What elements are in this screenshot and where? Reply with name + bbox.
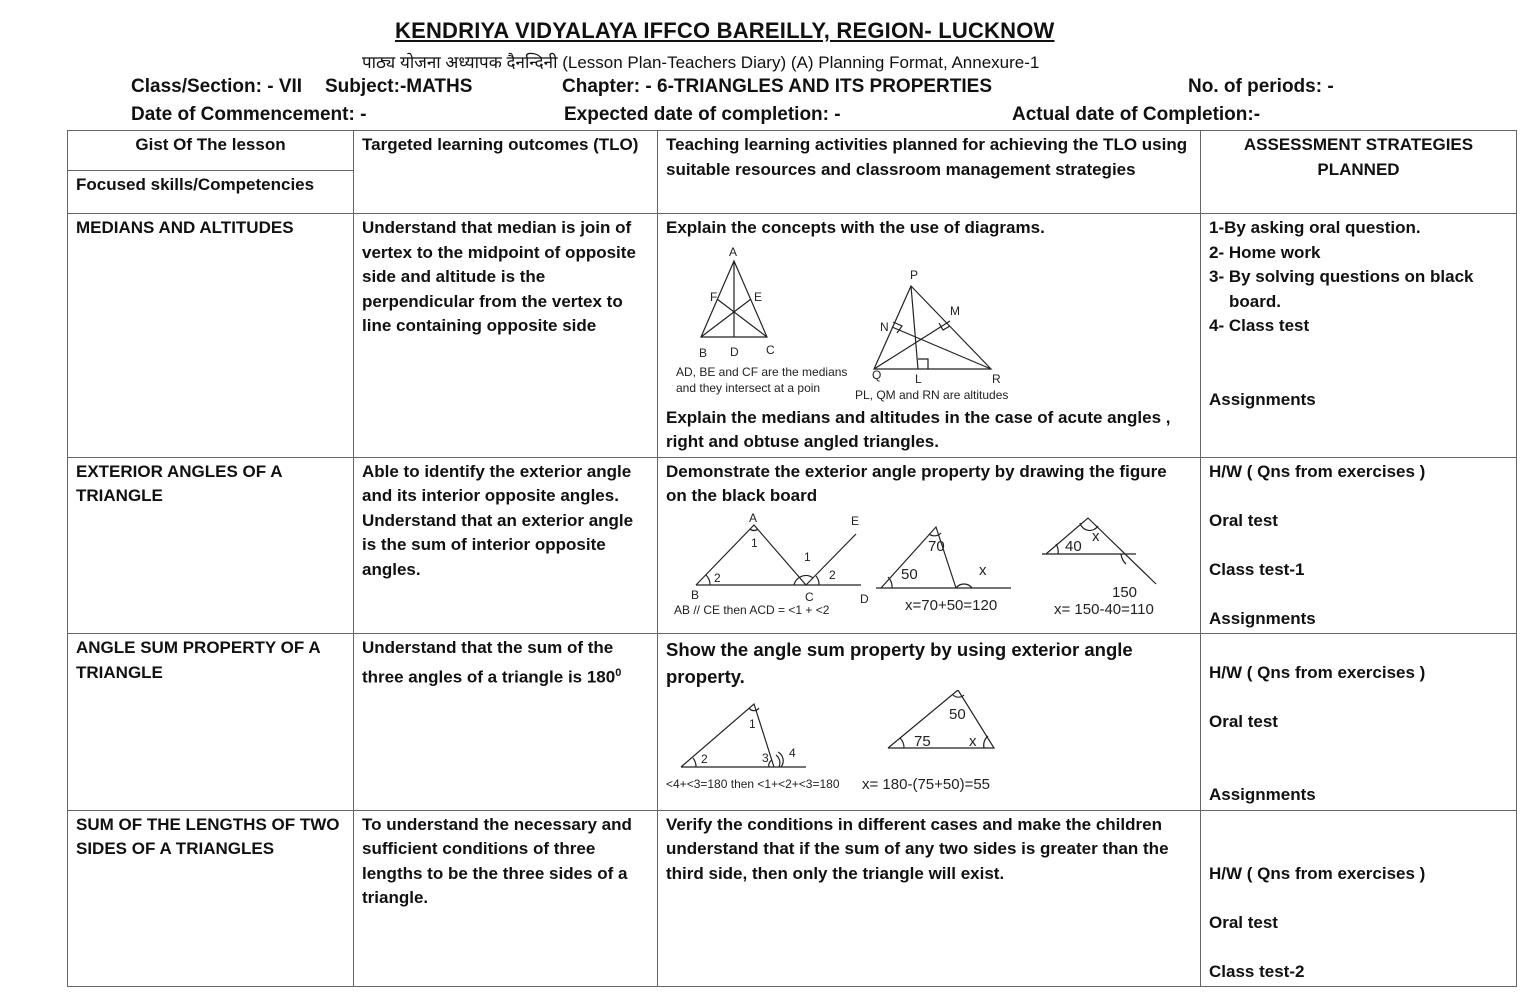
column-header-assessment: ASSESSMENT STRATEGIES PLANNED [1201,131,1517,214]
label-a: A [729,244,738,259]
row-activity [658,634,1201,811]
exterior-caption: AB // CE then ACD = <1 + <2 [674,602,830,617]
column-header-tlo: Targeted learning outcomes (TLO) [354,131,658,214]
table-row [68,457,1517,634]
assessment-item: Assignments [1209,389,1316,409]
assessment-item: Class test-1 [1209,559,1305,579]
activity-text: Show the angle sum property by using exterior angle property. [666,639,1133,687]
label-r: R [992,371,1001,386]
degree-superscript: 0 [615,666,622,679]
subject: Subject:-MATHS [325,76,473,97]
label-p: P [910,267,919,282]
angle-value: x [1092,527,1100,545]
label-f: F [710,289,718,304]
lesson-plan-table [67,130,1517,987]
row-activity: Verify the conditions in different cases and make the children understand that if the sum of any two sides is greater than the third side, then only the triangle will exist. [658,810,1201,987]
activity-text: Explain the concepts with the use of diagrams. [666,218,1045,237]
row-assessment [1201,214,1517,458]
figure-caption: x=70+50=120 [905,596,998,614]
angle-value: 50 [949,706,966,723]
table-row [68,634,1517,811]
label-m: M [950,303,960,318]
date-of-commencement: Date of Commencement: - [131,104,367,125]
row-topic: ANGLE SUM PROPERTY OF A TRIANGLE [68,634,354,811]
altitude-caption: PL, QM and RN are altitudes [855,387,1009,402]
angle-label: 1 [749,717,756,731]
angle-label: 2 [829,567,836,582]
label-d: D [730,344,739,359]
angle-value: 150 [1112,583,1138,601]
angle-label: 2 [701,752,708,766]
exterior-labels [691,511,869,606]
assessment-item: 3- By solving questions on black board. [1209,267,1474,311]
figure-caption: x= 150-40=110 [1054,600,1154,618]
label-l: L [915,371,922,386]
angle-sum-diagram [666,690,1191,800]
angle-label: 4 [789,746,796,760]
page-subtitle: पाठ्य योजना अध्यापक दैनन्दिनी (Lesson Plan-Teachers Diary) (A) Planning Format, Annexure-1 [362,53,1040,72]
page-title: KENDRIYA VIDYALAYA IFFCO BAREILLY, REGION- LUCKNOW [395,18,1055,43]
row-activity [658,214,1201,458]
angle-label: 3 [762,751,769,765]
row-assessment [1201,634,1517,811]
assessment-item: 2- Home work [1209,242,1321,262]
angle-value: 75 [914,733,931,750]
label-q: Q [872,367,882,382]
altitude-labels [872,268,1001,386]
label-e: E [851,513,860,528]
row-assessment [1201,457,1517,634]
angle-value: 40 [1065,537,1082,555]
assessment-item: H/W ( Qns from exercises ) [1209,662,1426,682]
label-b: B [699,345,708,360]
row-topic: EXTERIOR ANGLES OF A TRIANGLE [68,457,354,634]
column-header-activities: Teaching learning activities planned for achieving the TLO using suitable resources and classroom management strategies [658,131,1201,214]
median-caption-line-1: AD, BE and CF are the medians [676,364,848,379]
angle-value: 50 [901,565,918,583]
table-row [68,214,1517,458]
label-d: D [860,591,869,606]
label-e: E [754,289,763,304]
tlo-text: Understand that the sum of the three angles of a triangle is 180 [362,638,616,687]
row-topic: SUM OF THE LENGTHS OF TWO SIDES OF A TRIANGLES [68,810,354,987]
label-b: B [691,587,700,602]
expected-completion-date: Expected date of completion: - [564,104,841,125]
class-section: Class/Section: - VII [131,76,303,97]
column-header-gist: Gist Of The lesson [68,131,354,171]
no-of-periods: No. of periods: - [1188,76,1334,97]
assessment-item: 1-By asking oral question. [1209,218,1421,237]
angle-label: 1 [751,535,758,550]
figure-caption: x= 180-(75+50)=55 [862,776,991,793]
assessment-item: Oral test [1209,510,1278,530]
row-tlo: Able to identify the exterior angle and its interior opposite angles. Understand that an exterior angle is the sum of interior opposite angles. [354,457,658,634]
angle-sum-caption: <4+<3=180 then <1+<2+<3=180 [666,777,840,791]
assessment-item: 4- Class test [1209,316,1310,335]
row-assessment [1201,810,1517,987]
row-tlo: To understand the necessary and sufficient conditions of three lengths to be the three sides of a triangle. [354,810,658,987]
label-n: N [880,319,889,334]
activity-text: Demonstrate the exterior angle property by drawing the figure on the black board [666,461,1167,505]
row-tlo [354,634,658,811]
angle-label: 1 [804,549,811,564]
row-activity [658,457,1201,634]
assessment-item: Oral test [1209,912,1278,932]
angle-value: x [969,733,977,750]
table-header-row [68,131,1517,171]
angle-value: x [979,561,987,579]
angle-label: 2 [714,570,721,585]
medians-altitudes-diagram [666,241,1191,406]
actual-completion-date: Actual date of Completion:- [1012,104,1261,125]
assessment-item: H/W ( Qns from exercises ) [1209,863,1426,883]
label-c: C [766,342,775,357]
assessment-item: Assignments [1209,785,1316,804]
median-labels [699,245,775,360]
assessment-item: Oral test [1209,711,1278,731]
row-topic: MEDIANS AND ALTITUDES [68,214,354,458]
label-c: C [805,589,814,604]
row-tlo: Understand that median is join of vertex to the midpoint of opposite side and altitude is the perpendicular from the vertex to line containing opposite side [354,214,658,458]
chapter: Chapter: - 6-TRIANGLES AND ITS PROPERTIES [562,76,992,97]
assessment-item: Assignments [1209,608,1316,628]
assessment-item: H/W ( Qns from exercises ) [1209,461,1426,481]
median-caption-line-2: and they intersect at a poin [676,380,821,395]
table-row [68,810,1517,987]
assessment-item: Class test-2 [1209,961,1305,981]
label-a: A [749,510,758,525]
activity-text: Explain the medians and altitudes in the case of acute angles , right and obtuse angled triangles. [666,407,1171,451]
angle-value: 70 [928,537,945,555]
column-header-skills: Focused skills/Competencies [68,171,354,214]
exterior-angle-diagram [666,509,1191,619]
